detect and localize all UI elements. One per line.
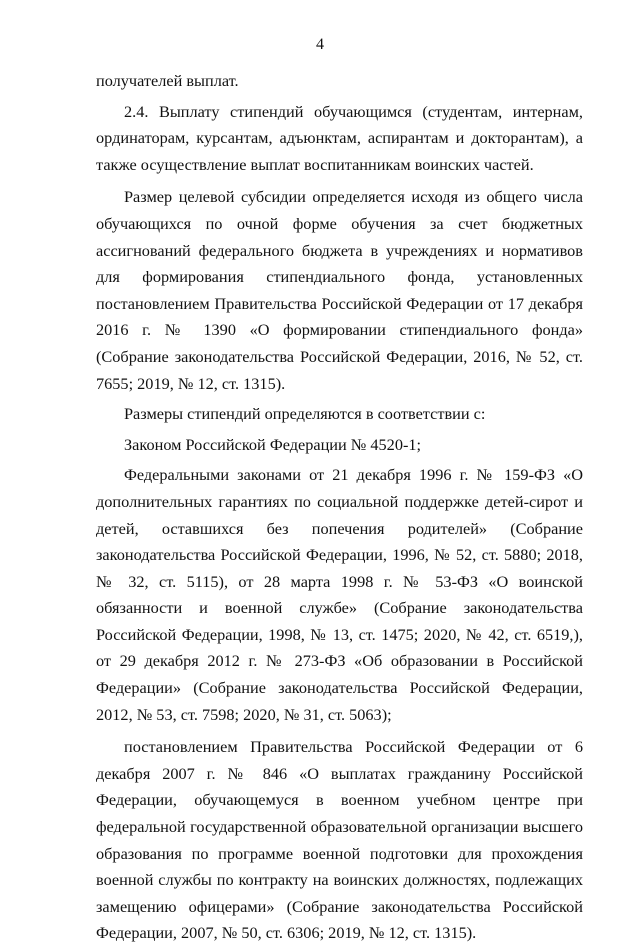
paragraph-continuation: получателей выплат. xyxy=(96,71,239,90)
page-number: 4 xyxy=(316,36,324,53)
paragraph-law-4520: Законом Российской Федерации № 4520-1; xyxy=(124,434,422,454)
paragraph-subsidy-size: Размер целевой субсидии определяется исходя из общего числа обучающихся по очной форме обучения за счет бюджетных ассигнований федерального бюджета в учреждениях и нормативов для формирования стипендиального фонда, установленных постановлением Правительства Российской Федерации от 17 декабря 2016 г. № 1390 «О формировании стипендиального фонда» (Собрание законодательства Российской Федерации, 2016, № 52, ст. 7655; 2019, № 12, ст. 1315). xyxy=(96,187,583,393)
paragraph-federal-laws: Федеральными законами от 21 декабря 1996 г. № 159-ФЗ «О дополнительных гарантиях по социальной поддержке детей-сирот и детей, оставшихся без попечения родителей» (Собрание законодательства Российской Федерации, 1996, № 52, ст. 5880; 2018, № 32, ст. 5115), от 28 марта 1998 г. № 53-ФЗ «О воинской обязанности и военной службе» (Собрание законодательства Российской Федерации, 1998, № 13, ст. 1475; 2020, № 42, ст. 6519,), от 29 декабря 2012 г. № 273-ФЗ «Об образовании в Российской Федерации» (Собрание законодательства Российской Федерации, 2012, № 53, ст. 7598; 2020, № 31, ст. 5063); xyxy=(96,465,583,724)
paragraph-government-decree: постановлением Правительства Российской Федерации от 6 декабря 2007 г. № 846 «О выплатах гражданину Российской Федерации, обучающемуся в военном учебном центре при федеральной государственной образовательной организации высшего образования по программе военной подготовки для прохождения военной службы по контракту на воинских должностях, подлежащих замещению офицерами» (Собрание законодательства Российской Федерации, 2007, № 50, ст. 6306; 2019, № 12, ст. 1315). xyxy=(96,737,583,943)
paragraph-2-4: 2.4. Выплату стипендий обучающимся (студентам, интернам, ординаторам, курсантам, адъюнктам, аспирантам и докторантам), а также осуществление выплат воспитанникам воинских частей. xyxy=(96,101,583,174)
document-body xyxy=(96,68,583,947)
paragraph-stipend-sizes: Размеры стипендий определяются в соответствии с: xyxy=(124,404,486,424)
